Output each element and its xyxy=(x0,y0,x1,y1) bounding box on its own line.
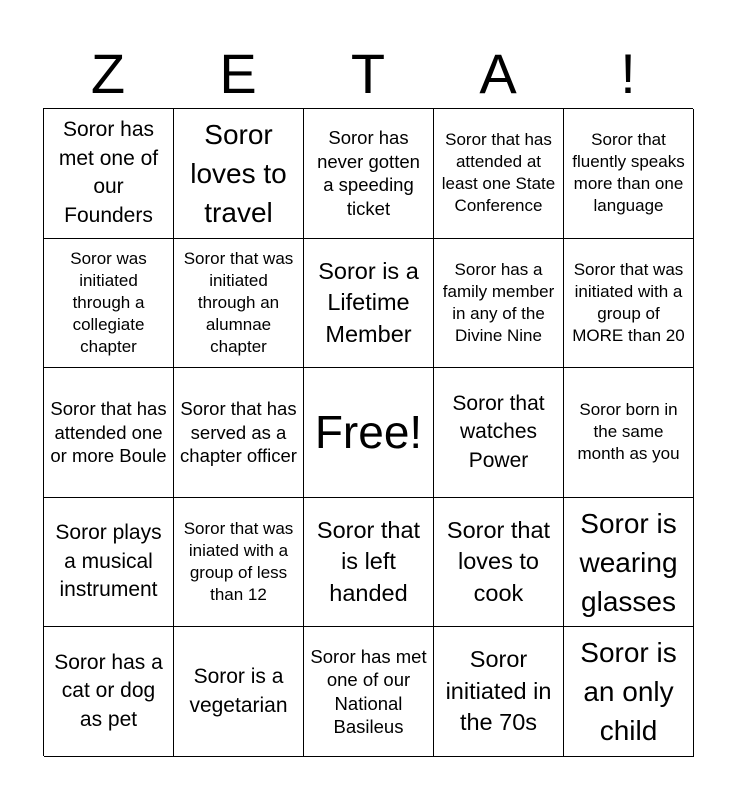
bingo-cell[interactable] xyxy=(44,368,174,498)
cell-text: Soror is a vegetarian xyxy=(189,665,288,717)
cell-text: Soror that was initiated through an alumnae chapter xyxy=(183,248,294,356)
bingo-cell[interactable] xyxy=(174,368,304,498)
cell-text: Soror has a family member in any of the Divine Nine xyxy=(442,259,555,345)
cell-text: Soror has a cat or dog as pet xyxy=(54,650,163,731)
cell-text: Soror is an only child xyxy=(580,637,677,747)
bingo-cell[interactable] xyxy=(174,498,304,628)
bingo-cell[interactable] xyxy=(434,368,564,498)
cell-text: Soror that has served as a chapter officer xyxy=(180,398,297,467)
cell-text: Soror born in the same month as you xyxy=(577,400,680,464)
bingo-cell[interactable] xyxy=(434,627,564,757)
bingo-cell[interactable] xyxy=(564,627,694,757)
bingo-cell[interactable] xyxy=(564,498,694,628)
cell-text: Soror was initiated through a collegiate chapter xyxy=(70,248,147,356)
cell-text: Soror initiated in the 70s xyxy=(445,646,552,736)
header-letter-z: Z xyxy=(90,42,126,105)
cell-text: Soror that fluently speaks more than one language xyxy=(572,130,685,216)
bingo-cell[interactable] xyxy=(304,498,434,628)
cell-text: Soror that watches Power xyxy=(452,391,545,472)
header-letter-a: A xyxy=(479,42,517,105)
cell-text: Soror that has attended one or more Boule xyxy=(50,398,167,467)
bingo-cell[interactable] xyxy=(564,368,694,498)
free-space-cell[interactable] xyxy=(304,368,434,498)
bingo-cell[interactable] xyxy=(564,239,694,369)
bingo-cell[interactable] xyxy=(44,239,174,369)
cell-text: Soror has never gotten a speeding ticket xyxy=(317,127,420,219)
bingo-cell[interactable] xyxy=(174,109,304,239)
free-space-text: Free! xyxy=(314,406,423,459)
bingo-cell[interactable] xyxy=(44,498,174,628)
cell-text: Soror loves to travel xyxy=(190,118,287,228)
bingo-cell[interactable] xyxy=(434,239,564,369)
cell-text: Soror is wearing glasses xyxy=(579,507,678,617)
bingo-cell[interactable] xyxy=(174,239,304,369)
bingo-cell[interactable] xyxy=(44,109,174,239)
cell-text: Soror has met one of our Founders xyxy=(58,118,159,227)
bingo-cell[interactable] xyxy=(304,627,434,757)
bingo-header xyxy=(43,40,693,108)
bingo-grid xyxy=(43,108,693,756)
cell-text: Soror that was initiated with a group of MORE than 20 xyxy=(572,259,685,345)
bingo-cell[interactable] xyxy=(434,109,564,239)
header-letter-exclamation: ! xyxy=(620,42,636,105)
cell-text: Soror that is left handed xyxy=(316,516,421,606)
header-letter-t: T xyxy=(350,42,386,105)
cell-text: Soror that loves to cook xyxy=(446,516,551,606)
cell-text: Soror plays a musical instrument xyxy=(55,521,162,602)
bingo-cell[interactable] xyxy=(174,627,304,757)
header-letter-e: E xyxy=(219,42,257,105)
bingo-cell[interactable] xyxy=(434,498,564,628)
bingo-cell[interactable] xyxy=(564,109,694,239)
cell-text: Soror is a Lifetime Member xyxy=(318,257,419,347)
bingo-cell[interactable] xyxy=(304,109,434,239)
bingo-cell[interactable] xyxy=(304,239,434,369)
cell-text: Soror that was iniated with a group of less than 12 xyxy=(183,519,294,605)
cell-text: Soror has met one of our National Basileus xyxy=(310,645,427,738)
bingo-cell[interactable] xyxy=(44,627,174,757)
cell-text: Soror that has attended at least one State Conference xyxy=(441,130,556,216)
